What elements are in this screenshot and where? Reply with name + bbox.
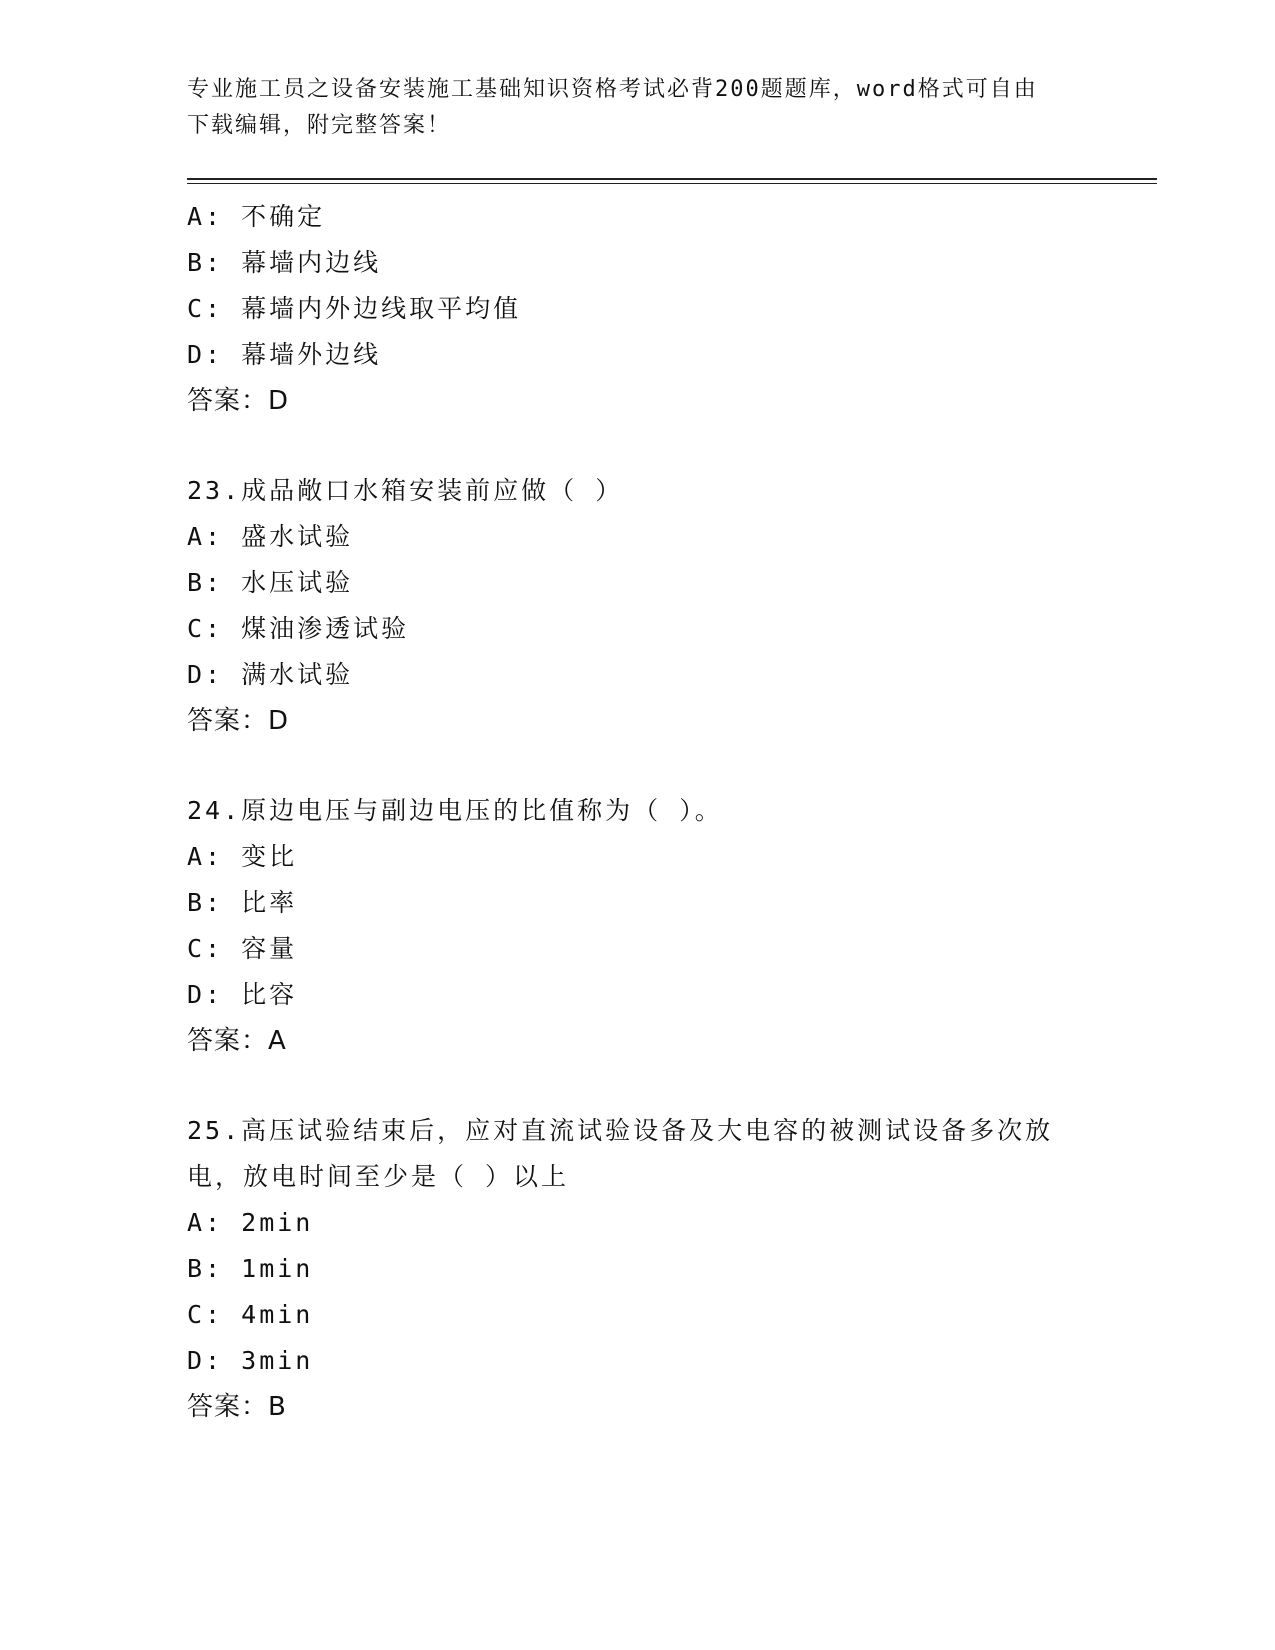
question-title-line-1: 25.高压试验结束后，应对直流试验设备及大电容的被测试设备多次放 — [187, 1116, 1054, 1145]
question-title: 24.原边电压与副边电压的比值称为（ ）。 — [187, 796, 723, 825]
answer: 答案：D — [187, 706, 290, 736]
option-a: A: 2min — [187, 1208, 314, 1237]
answer: 答案：D — [187, 386, 290, 416]
option-d: D: 幕墙外边线 — [187, 340, 382, 369]
option-a: A: 不确定 — [187, 202, 326, 231]
question-22-continued — [187, 194, 1087, 424]
option-d: D: 3min — [187, 1346, 314, 1375]
question-title: 23.成品敞口水箱安装前应做（ ） — [187, 476, 624, 505]
option-c: C: 容量 — [187, 934, 298, 963]
option-d: D: 满水试验 — [187, 660, 354, 689]
option-c: C: 煤油渗透试验 — [187, 614, 410, 643]
option-d: D: 比容 — [187, 980, 298, 1009]
question-24 — [187, 788, 1087, 1064]
option-c: C: 4min — [187, 1300, 314, 1329]
document-body — [187, 194, 1087, 1430]
header-title-line-2: 下载编辑，附完整答案！ — [187, 113, 452, 138]
option-a: A: 变比 — [187, 842, 298, 871]
answer: 答案：A — [187, 1026, 287, 1056]
answer: 答案：B — [187, 1392, 287, 1422]
question-25 — [187, 1108, 1087, 1430]
option-a: A: 盛水试验 — [187, 522, 354, 551]
question-title-line-2: 电，放电时间至少是（ ）以上 — [187, 1162, 570, 1191]
option-b: B: 水压试验 — [187, 568, 354, 597]
header-title-line-1: 专业施工员之设备安装施工基础知识资格考试必背200题题库，word格式可自由 — [187, 77, 1038, 102]
option-c: C: 幕墙内外边线取平均值 — [187, 294, 522, 323]
option-b: B: 幕墙内边线 — [187, 248, 382, 277]
option-b: B: 比率 — [187, 888, 298, 917]
question-23 — [187, 468, 1087, 744]
document-header — [187, 72, 1087, 144]
option-b: B: 1min — [187, 1254, 314, 1283]
header-divider — [187, 178, 1157, 184]
